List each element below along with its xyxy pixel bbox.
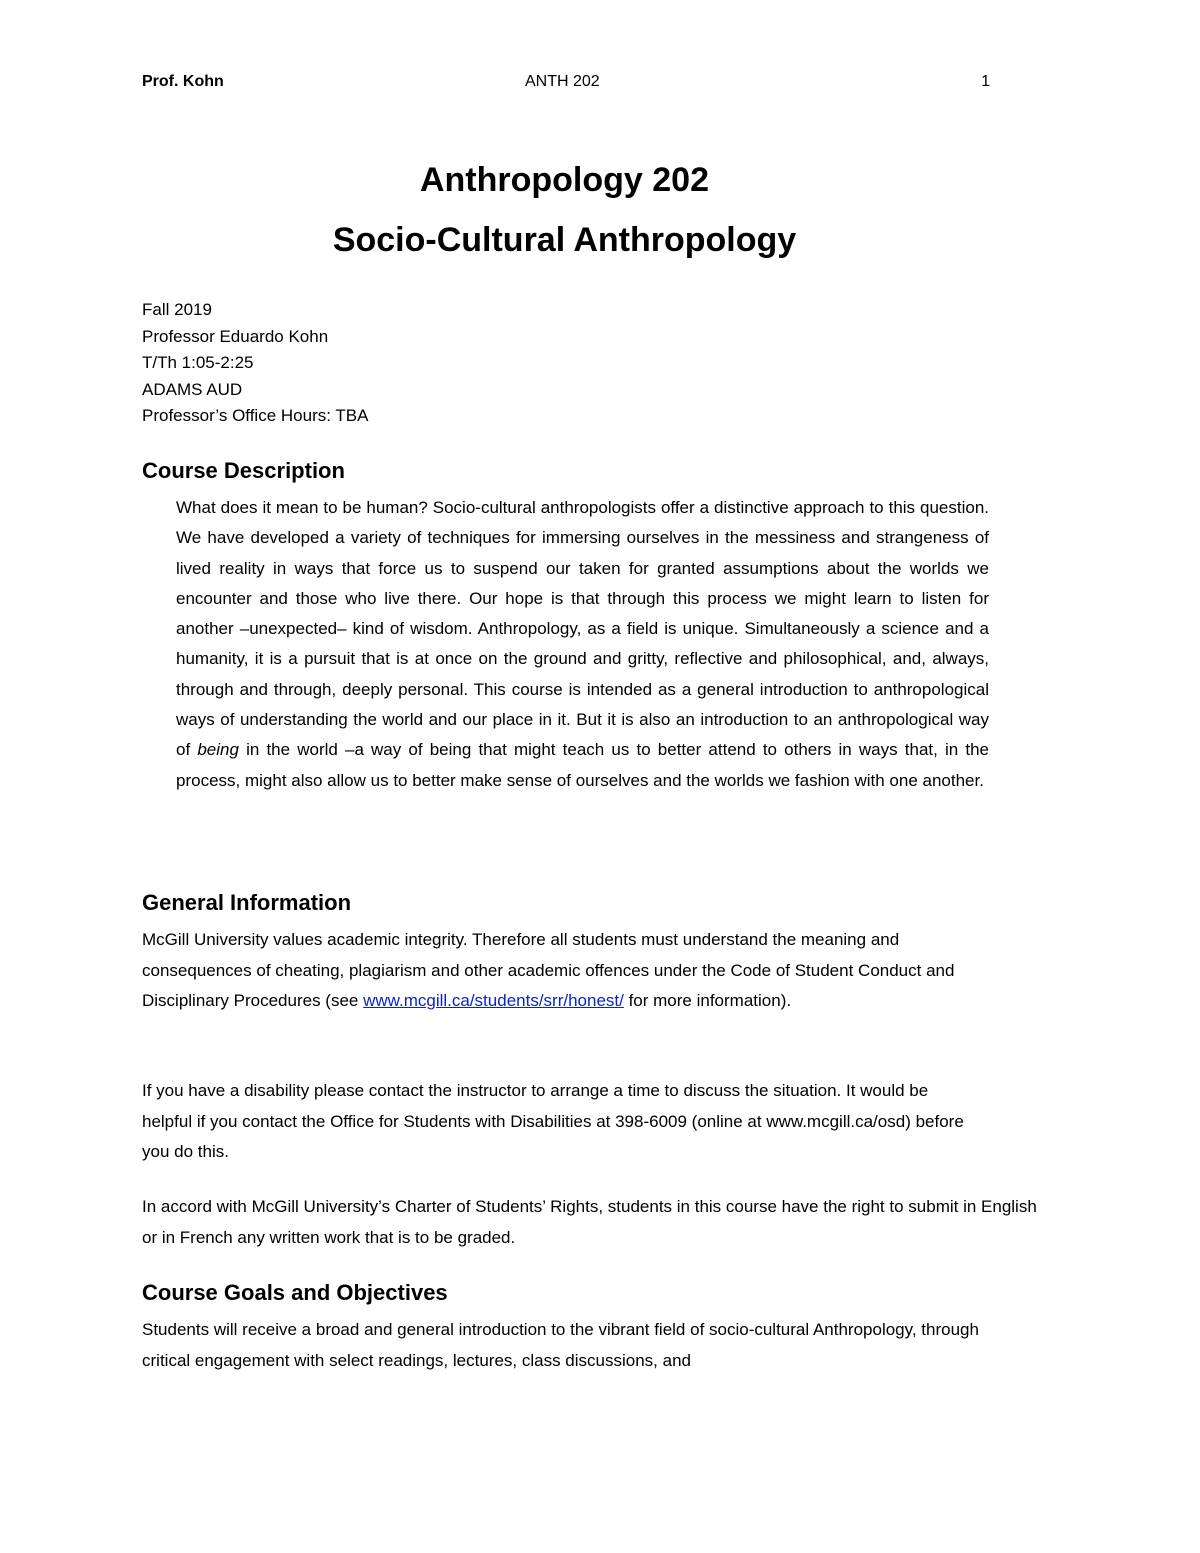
integrity-text-part2: for more information).: [623, 991, 792, 1010]
integrity-text-part1: McGill University values academic integrity. Therefore all students must understand the meaning and consequences of cheating, plagiarism and other academic offences under the Code of Student Conduct and Disciplinary Procedures (see: [142, 930, 955, 1010]
running-header: [142, 73, 990, 97]
goals-paragraph: Students will receive a broad and general introduction to the vibrant field of socio-cultural Anthropology, through critical engagement with select readings, lectures, class discussions, and: [142, 1320, 979, 1370]
title-course-name: Socio-Cultural Anthropology: [332, 221, 797, 259]
heading-course-goals: Course Goals and Objectives: [142, 1280, 448, 1305]
language-rights-paragraph: In accord with McGill University’s Charter of Students’ Rights, students in this course have the right to submit in English or in French any written work that is to be graded.: [142, 1197, 1037, 1247]
meta-office-hours: Professor’s Office Hours: TBA: [142, 406, 369, 425]
course-description-text: [176, 493, 989, 796]
course-meta: [142, 297, 368, 430]
document-title: [0, 150, 1129, 270]
disability-paragraph: If you have a disability please contact the instructor to arrange a time to discuss the situation. It would be helpful if you contact the Office for Students with Disabilities at 398-6009 (online at www.mcgill.ca/osd) before you do this.: [142, 1081, 964, 1161]
description-text-part1: What does it mean to be human? Socio-cultural anthropologists offer a distinctive approach to this question. We have developed a variety of techniques for immersing ourselves in the messiness and strangeness of lived reality in ways that force us to suspend our taken for granted assumptions about the worlds we encounter and those who live there. Our hope is that through this process we might learn to listen for another –unexpected– kind of wisdom. Anthropology, as a field is unique. Simultaneously a science and a humanity, it is a pursuit that is at once on the ground and gritty, reflective and philosophical, and, always, through and through, deeply personal. This course is intended as a general introduction to anthropological ways of understanding the world and our place in it. But it is also an introduction to an anthropological way of: [176, 498, 989, 760]
description-emphasis: being: [197, 740, 239, 760]
meta-schedule: T/Th 1:05-2:25: [142, 353, 254, 372]
page-number: 1: [981, 73, 990, 90]
header-author: Prof. Kohn: [142, 73, 224, 90]
integrity-paragraph: [142, 925, 972, 1017]
honesty-link[interactable]: www.mcgill.ca/students/srr/honest/: [363, 991, 624, 1010]
meta-term: Fall 2019: [142, 300, 212, 319]
title-course-number: Anthropology 202: [419, 161, 710, 199]
meta-location: ADAMS AUD: [142, 379, 243, 399]
description-text-part2: in the world –a way of being that might teach us to better attend to others in ways that, in the process, might also allow us to better make sense of ourselves and the worlds we fashion with one another.: [176, 740, 989, 790]
meta-professor: Professor Eduardo Kohn: [142, 326, 329, 346]
heading-course-description: Course Description: [142, 458, 345, 483]
header-course-code: ANTH 202: [525, 73, 600, 90]
heading-general-information: General Information: [142, 890, 352, 915]
